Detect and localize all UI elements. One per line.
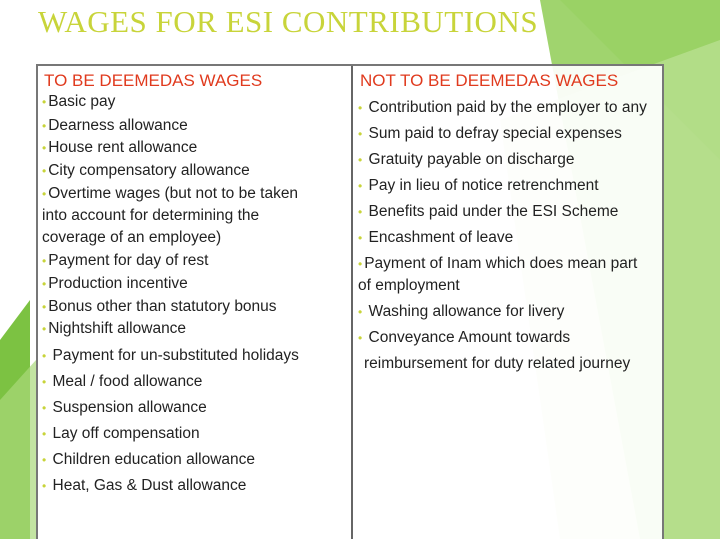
list-item: • Basic pay (42, 93, 116, 110)
list-item-continuation: reimbursement for duty related journey (364, 355, 631, 372)
bullet-icon: • (358, 127, 363, 141)
list-item: • Nightshift allowance (42, 320, 187, 337)
deemed-wages-header: TO BE DEEMEDAS WAGES (44, 71, 263, 90)
bullet-icon: • (42, 141, 47, 155)
page-title: WAGES FOR ESI CONTRIBUTIONS (38, 4, 539, 39)
list-item: • Payment for un-substituted holidays (42, 347, 299, 364)
list-item: • Meal / food allowance (42, 373, 203, 390)
bullet-icon: • (358, 331, 363, 345)
bullet-icon: • (42, 453, 47, 467)
list-item: • Payment of Inam which does mean part (358, 255, 638, 272)
list-item: • Payment for day of rest (42, 252, 209, 269)
not-deemed-wages-list (353, 98, 662, 374)
bullet-icon: • (358, 101, 363, 115)
list-item: • Encashment of leave (358, 229, 514, 246)
bullet-icon: • (42, 164, 47, 178)
list-item: • Children education allowance (42, 451, 256, 468)
list-item-continuation: coverage of an employee) (42, 229, 222, 246)
list-item-continuation: of employment (358, 277, 460, 294)
list-item: • Bonus other than statutory bonus (42, 298, 277, 315)
list-item: • Production incentive (42, 275, 188, 292)
list-item: • Sum paid to defray special expenses (358, 125, 622, 142)
bullet-icon: • (42, 427, 47, 441)
bullet-icon: • (358, 179, 363, 193)
list-item-continuation: into account for determining the (42, 207, 260, 224)
bullet-icon: • (42, 187, 47, 201)
list-item: • City compensatory allowance (42, 162, 250, 179)
list-item: • Dearness allowance (42, 117, 188, 134)
list-item: • Benefits paid under the ESI Scheme (358, 203, 619, 220)
list-item: • Lay off compensation (42, 425, 200, 442)
not-deemed-wages-header: NOT TO BE DEEMEDAS WAGES (360, 71, 619, 90)
list-item: • Washing allowance for livery (358, 303, 565, 320)
bullet-icon: • (358, 305, 363, 319)
list-item: • Suspension allowance (42, 399, 207, 416)
list-item: • Heat, Gas & Dust allowance (42, 477, 247, 494)
list-item: • House rent allowance (42, 139, 198, 156)
bullet-icon: • (42, 95, 47, 109)
list-item: • Conveyance Amount towards (358, 329, 571, 346)
bullet-icon: • (358, 231, 363, 245)
bullet-icon: • (358, 205, 363, 219)
bullet-icon: • (42, 349, 47, 363)
deemed-wages-list (38, 92, 351, 496)
list-item: • Pay in lieu of notice retrenchment (358, 177, 599, 194)
bullet-icon: • (42, 401, 47, 415)
bullet-icon: • (42, 322, 47, 336)
bullet-icon: • (42, 254, 47, 268)
bullet-icon: • (42, 479, 47, 493)
not-deemed-wages-column (353, 66, 662, 539)
bullet-icon: • (42, 375, 47, 389)
list-item: • Contribution paid by the employer to any (358, 99, 647, 116)
bullet-icon: • (358, 257, 363, 271)
list-item: • Gratuity payable on discharge (358, 151, 575, 168)
deemed-wages-column (38, 66, 353, 539)
bullet-icon: • (42, 277, 47, 291)
bullet-icon: • (42, 119, 47, 133)
wages-table (36, 64, 664, 539)
bullet-icon: • (42, 300, 47, 314)
list-item: • Overtime wages (but not to be taken (42, 185, 299, 202)
bullet-icon: • (358, 153, 363, 167)
